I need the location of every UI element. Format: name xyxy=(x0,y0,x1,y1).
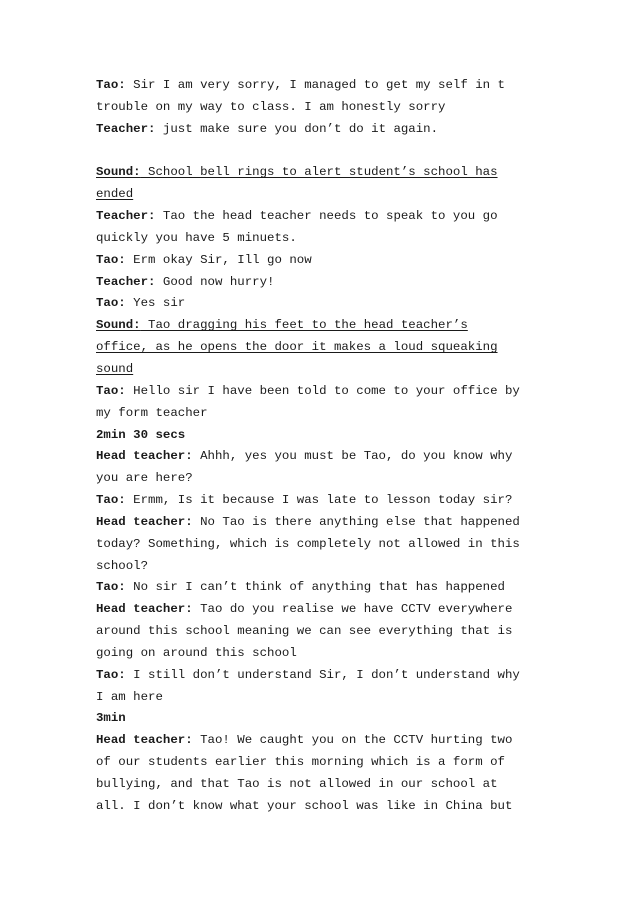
line-text: sound xyxy=(96,361,134,376)
line-text: Sir I am very sorry, I managed to get my self in t xyxy=(125,78,505,92)
line-text: of our students earlier this morning which is a form of xyxy=(96,755,505,770)
line-text: my form teacher xyxy=(96,405,208,420)
line-text: Ermm, Is it because I was late to lesson today sir? xyxy=(125,493,513,508)
speaker-label: Teacher: xyxy=(96,121,156,136)
script-line xyxy=(96,97,556,119)
script-line xyxy=(96,162,556,184)
speaker-label: Teacher: xyxy=(96,274,156,289)
script-line xyxy=(96,665,556,687)
line-text: Good now hurry! xyxy=(155,274,275,289)
script-line xyxy=(96,381,556,403)
line-text: bullying, and that Tao is not allowed in our school at xyxy=(96,777,498,791)
line-text: ended xyxy=(96,187,134,202)
script-line xyxy=(96,774,556,796)
line-text: No sir I can’t think of anything that has happened xyxy=(125,580,505,595)
speaker-label: 3min xyxy=(96,711,126,726)
speaker-label: Tao: xyxy=(96,78,126,92)
script-line xyxy=(96,752,556,774)
script-line xyxy=(96,272,556,294)
line-text: today? Something, which is completely not allowed in this xyxy=(96,536,520,551)
script-line xyxy=(96,425,556,447)
line-text: you are here? xyxy=(96,471,193,486)
speaker-label: Head teacher: xyxy=(96,602,193,617)
line-text: around this school meaning we can see everything that is xyxy=(96,624,513,639)
script-line xyxy=(96,359,556,381)
line-text: trouble on my way to class. I am honestly sorry xyxy=(96,99,446,114)
script-line xyxy=(96,184,556,206)
speaker-label: Sound: xyxy=(96,165,141,180)
speaker-label: Tao: xyxy=(96,580,126,595)
speaker-label: Tao: xyxy=(96,252,126,267)
script-line xyxy=(96,687,556,709)
line-text: all. I don’t know what your school was like in China but xyxy=(96,798,513,813)
blank-line xyxy=(96,141,556,163)
line-text: I am here xyxy=(96,689,163,704)
line-text: Tao! We caught you on the CCTV hurting two xyxy=(192,733,513,748)
line-text: office, as he opens the door it makes a loud squeaking xyxy=(96,340,498,355)
script-line xyxy=(96,119,556,141)
line-text: Erm okay Sir, Ill go now xyxy=(125,252,312,267)
line-text: Ahhh, yes you must be Tao, do you know why xyxy=(192,449,513,464)
script-line xyxy=(96,250,556,272)
line-text: Yes sir xyxy=(125,296,186,311)
line-text: Tao the head teacher needs to speak to you go xyxy=(155,209,498,224)
script-line xyxy=(96,599,556,621)
speaker-label: Tao: xyxy=(96,493,126,508)
speaker-label: Teacher: xyxy=(96,209,156,224)
speaker-label: Tao: xyxy=(96,383,126,398)
script-line xyxy=(96,490,556,512)
script-line xyxy=(96,730,556,752)
script-line xyxy=(96,446,556,468)
script-line xyxy=(96,643,556,665)
speaker-label: 2min 30 secs xyxy=(96,427,186,442)
script-line xyxy=(96,468,556,490)
line-text: No Tao is there anything else that happened xyxy=(192,514,520,529)
script-line xyxy=(96,796,556,818)
line-text: I still don’t understand Sir, I don’t understand why xyxy=(125,667,520,682)
script-line xyxy=(96,556,556,578)
script-text xyxy=(96,75,556,818)
line-text: quickly you have 5 minuets. xyxy=(96,230,297,245)
script-line xyxy=(96,293,556,315)
speaker-label: Tao: xyxy=(96,667,126,682)
line-text: Tao dragging his feet to the head teacher’s xyxy=(140,318,468,333)
speaker-label: Head teacher: xyxy=(96,449,193,464)
script-line xyxy=(96,512,556,534)
line-text: Hello sir I have been told to come to your office by xyxy=(125,383,520,398)
line-text: School bell rings to alert student’s school has xyxy=(140,165,498,180)
script-line xyxy=(96,228,556,250)
script-line xyxy=(96,534,556,556)
speaker-label: Head teacher: xyxy=(96,514,193,529)
script-line xyxy=(96,621,556,643)
speaker-label: Head teacher: xyxy=(96,733,193,748)
line-text: going on around this school xyxy=(96,645,297,660)
speaker-label: Tao: xyxy=(96,296,126,311)
line-text: Tao do you realise we have CCTV everywhere xyxy=(192,602,513,617)
script-line xyxy=(96,206,556,228)
script-line xyxy=(96,577,556,599)
script-line xyxy=(96,315,556,337)
script-line xyxy=(96,75,556,97)
line-text: just make sure you don’t do it again. xyxy=(155,121,439,136)
speaker-label: Sound: xyxy=(96,318,141,333)
script-line xyxy=(96,708,556,730)
script-line xyxy=(96,403,556,425)
line-text: school? xyxy=(96,558,149,573)
script-line xyxy=(96,337,556,359)
